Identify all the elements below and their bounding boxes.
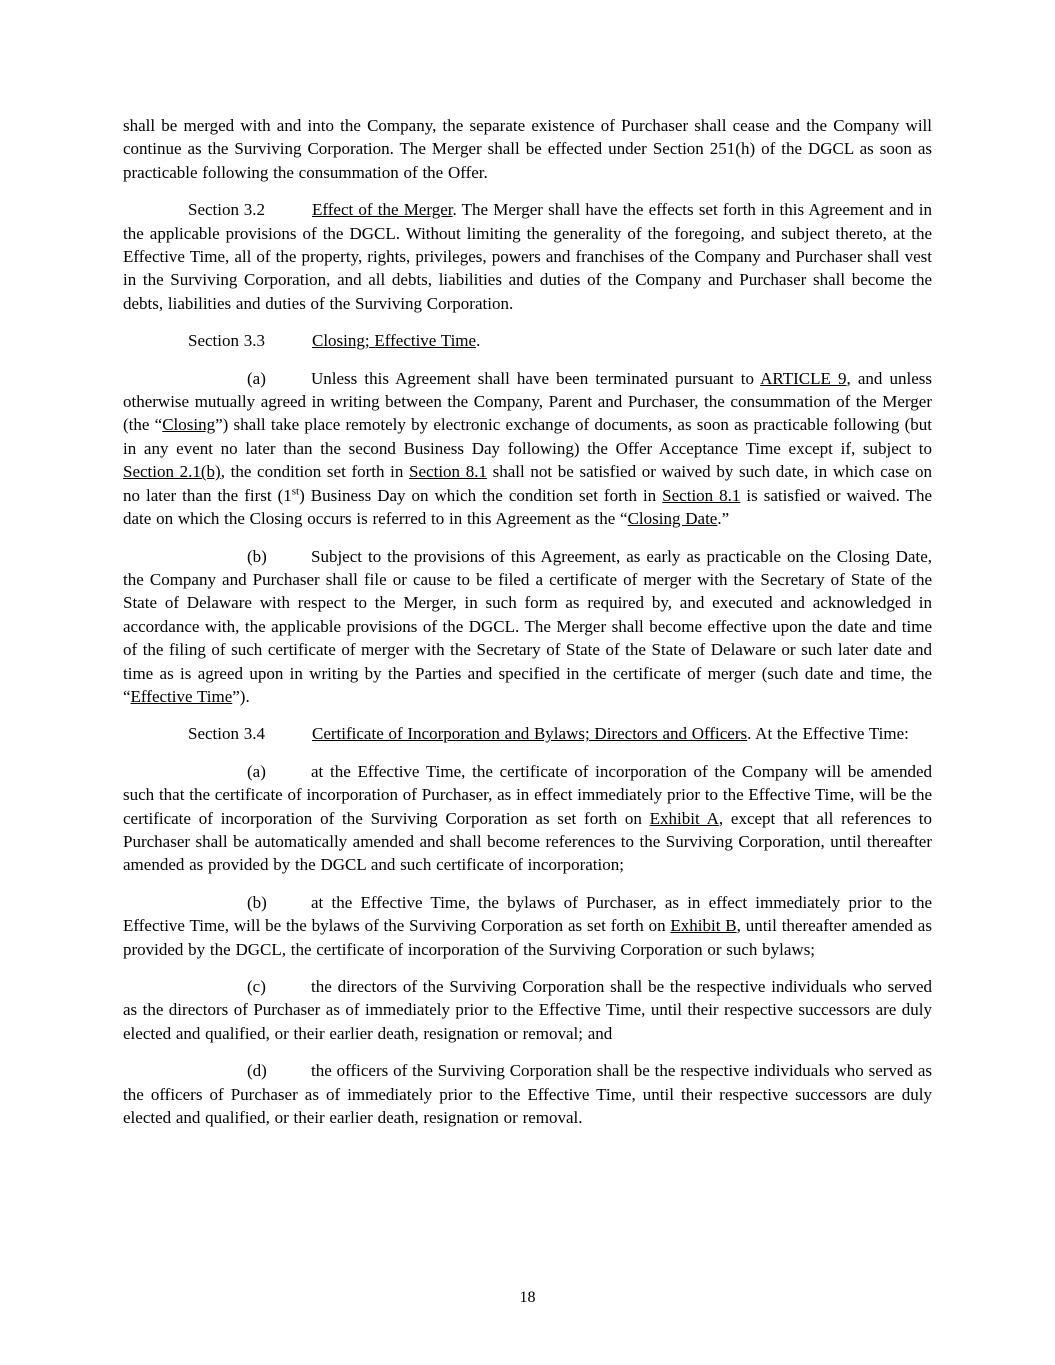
underlined-text: Exhibit A [649, 808, 719, 828]
text-run: shall be merged with and into the Company, the separate existence of Purchaser shall cease and the Company will continue as the Surviving Corporation. The Merger shall be effected under Section 251(h) of the DGCL as soon as practicable following the consummation of the Offer. [123, 116, 932, 182]
underlined-text: Effect of the Merger [312, 200, 453, 220]
text-run: , and unless otherwise mutually agreed in writing between the Company, Parent and Purchaser, the consummation of the Merger (the “ [123, 368, 933, 435]
text-run: .” [717, 509, 730, 529]
text-run: Subject to the provisions of this Agreement, as early as practicable on the Closing Date, the Company and Purchaser shall file or cause to be filed a certificate of merger with the Secretary of State of the State of Delaware with respect to the Merger, in such form as required by, and executed and acknowledged in accordance with, the applicable provisions of the DGCL. The Merger shall become effective upon the date and time of the filing of such certificate of merger with the Secretary of State of the State of Delaware or such later date and time as is agreed upon in writing by the Parties and specified in the certificate of merger (such date and time, the “ [123, 546, 932, 706]
paragraph-label: Section 3.4 [188, 724, 265, 744]
text-run: is satisfied or waived. The date on which the Closing occurs is referred to in this Agreement as the “ [123, 485, 933, 529]
underlined-text: Closing Date [627, 509, 718, 529]
paragraph-label: (a) [247, 761, 266, 781]
underlined-text: Section 8.1 [662, 485, 741, 505]
paragraph-clause-3-3-b [123, 545, 932, 709]
underlined-text: Certificate of Incorporation and Bylaws; Directors and Officers [312, 724, 748, 744]
tab-indent [123, 1075, 247, 1076]
text-run: at the Effective Time, the bylaws of Purchaser, as in effect immediately prior to the Effective Time, will be the bylaws of the Surviving Corporation as set forth on [123, 892, 932, 936]
text-run: Unless this Agreement shall have been terminated pursuant to [311, 368, 761, 388]
tab-indent [123, 214, 188, 215]
paragraph-label: Section 3.3 [188, 331, 265, 351]
tab-indent [123, 738, 188, 739]
text-run: the officers of the Surviving Corporation shall be the respective individuals who served as the officers of Purchaser as of immediately prior to the Effective Time, until their respective successors are duly elected and qualified, or their earlier death, resignation or removal. [123, 1061, 932, 1128]
page-number: 18 [519, 1289, 536, 1306]
paragraph-label: (b) [247, 892, 267, 912]
paragraph-section-3-4 [123, 722, 932, 745]
text-run: the directors of the Surviving Corporation shall be the respective individuals who served as the directors of Purchaser as of immediately prior to the Effective Time, until their respective successors are duly elected and qualified, or their earlier death, resignation or removal; and [123, 977, 932, 1043]
text-run: , the condition set forth in [220, 462, 410, 482]
underlined-text: Section 8.1 [409, 462, 487, 482]
document-body [123, 114, 932, 1143]
paragraph-section-3-2 [123, 198, 932, 315]
paragraph-clause-3-4-b [123, 891, 932, 961]
text-run: ”). [232, 686, 250, 706]
underlined-text: Closing; Effective Time [312, 331, 477, 351]
superscript-text: st [291, 485, 300, 498]
paragraph-clause-3-4-d [123, 1059, 932, 1129]
tab-indent [123, 345, 188, 346]
paragraph-label: (b) [247, 546, 267, 566]
tab-indent [123, 991, 247, 992]
tab-indent [123, 383, 247, 384]
text-run: . At the Effective Time: [747, 724, 909, 744]
tab-indent [123, 776, 247, 777]
paragraph-label: Section 3.2 [188, 200, 265, 220]
underlined-text: Exhibit B [670, 916, 737, 936]
underlined-text: Effective Time [130, 686, 233, 706]
text-run: . [476, 331, 481, 351]
text-run: ) Business Day on which the condition set forth in [299, 485, 663, 505]
paragraph-label: (a) [247, 368, 266, 388]
text-run: ”) shall take place remotely by electronic exchange of documents, as soon as practicable following (but in any event no later than the second Business Day following) the Offer Acceptance Time except if, subject to [123, 415, 933, 458]
paragraph-clause-3-4-a [123, 760, 932, 877]
text-run: shall not be satisfied or waived by such date, in which case on no later than the first (1 [123, 462, 932, 505]
paragraph-clause-3-3-a [123, 367, 932, 531]
tab-indent [123, 561, 247, 562]
paragraph-label: (c) [247, 977, 266, 996]
paragraph-section-3-3 [123, 329, 932, 352]
text-run: at the Effective Time, the certificate of incorporation of the Company will be amended such that the certificate of incorporation of Purchaser, as in effect immediately prior to the Effective Time, will be the certificate of incorporation of the Surviving Corporation as set forth on [123, 761, 932, 828]
paragraph-label: (d) [247, 1061, 267, 1081]
text-run: . The Merger shall have the effects set forth in this Agreement and in the applicable provisions of the DGCL. Without limiting the generality of the foregoing, and subject thereto, at the Effective Time, all of the property, rights, privileges, powers and franchises of the Company and Purchaser shall vest in the Surviving Corporation, and all debts, liabilities and duties of the Company and Purchaser shall become the debts, liabilities and duties of the Surviving Corporation. [123, 200, 932, 313]
tab-indent [123, 907, 247, 908]
paragraph-clause-3-4-c [123, 975, 932, 1045]
underlined-text: ARTICLE 9 [760, 368, 847, 388]
text-run: , except that all references to Purchaser shall be automatically amended and shall become references to the Surviving Corporation, until thereafter amended as provided by the DGCL and such certificate of incorporation; [123, 808, 932, 875]
paragraph-continuation [123, 114, 932, 184]
underlined-text: Section 2.1(b) [123, 462, 221, 482]
text-run: , until thereafter amended as provided by the DGCL, the certificate of incorporation of the Surviving Corporation or such bylaws; [123, 916, 932, 959]
underlined-text: Closing [162, 415, 216, 435]
